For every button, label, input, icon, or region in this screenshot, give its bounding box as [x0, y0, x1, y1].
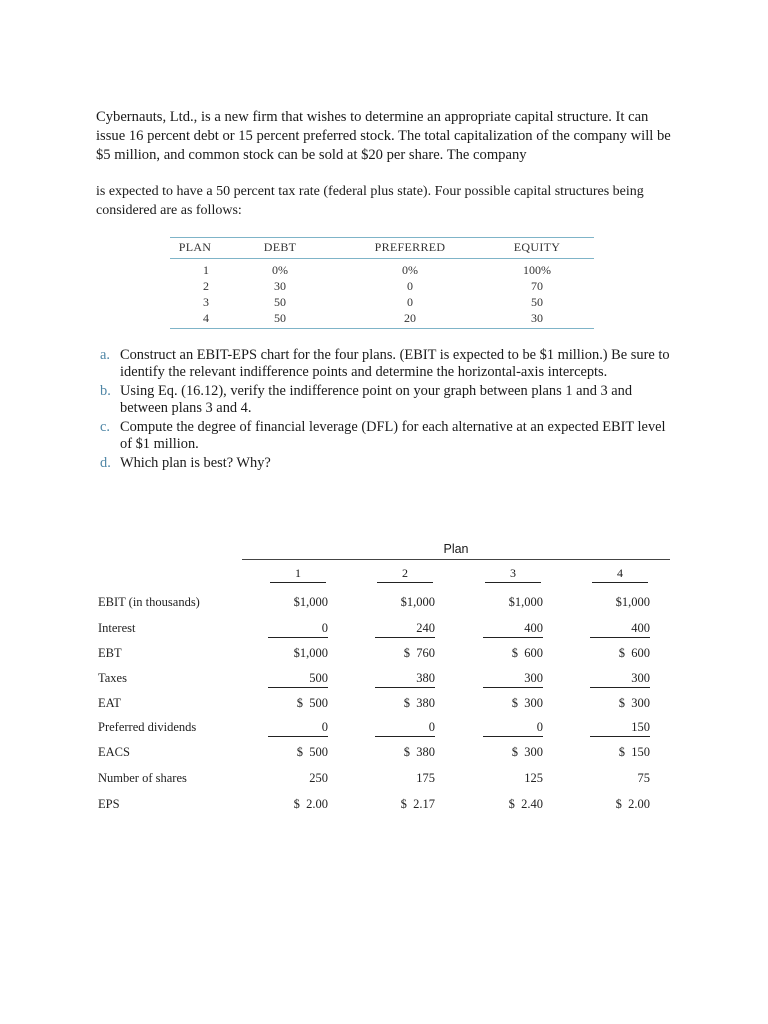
table-cell: 0 — [268, 720, 328, 737]
table-cell: $1,000 — [293, 595, 328, 609]
table-cell: 175 — [416, 771, 435, 785]
cell-plan: 3 — [203, 295, 209, 309]
table-cell: 75 — [637, 771, 650, 785]
cell-equity: 30 — [480, 310, 594, 329]
table-cell: $ 2.00 — [615, 797, 650, 811]
table-cell: 250 — [309, 771, 328, 785]
table-cell: $1,000 — [508, 595, 543, 609]
cell-equity: 70 — [531, 279, 543, 293]
cell-plan: 2 — [203, 279, 209, 293]
table-cell: 400 — [483, 621, 543, 638]
question-letter: d. — [100, 455, 111, 471]
question-letter: c. — [100, 419, 110, 435]
question-d — [100, 455, 675, 472]
question-text: Compute the degree of financial leverage (DFL) for each alternative at an expected EBIT level of $1 million. — [120, 419, 666, 452]
table-cell: $1,000 — [615, 595, 650, 609]
question-c — [100, 419, 675, 453]
row-label: EBT — [98, 646, 122, 660]
cell-debt: 0% — [272, 263, 288, 277]
col-header-debt: DEBT — [220, 238, 340, 259]
table-cell: $ 150 — [618, 745, 650, 759]
table-cell: $ 500 — [296, 745, 328, 759]
table-cell: $ 2.00 — [293, 797, 328, 811]
table-cell: $ 2.17 — [400, 797, 435, 811]
col-header-preferred: PREFERRED — [340, 238, 480, 259]
table-cell: 300 — [590, 671, 650, 688]
table-cell: 500 — [268, 671, 328, 688]
cell-debt: 50 — [220, 310, 340, 329]
table-cell: $ 600 — [511, 646, 543, 660]
table-cell: 400 — [590, 621, 650, 638]
cell-preferred: 20 — [340, 310, 480, 329]
table-cell: 380 — [375, 671, 435, 688]
problem-intro: Cybernauts, Ltd., is a new firm that wishes to determine an appropriate capital structure. It can issue 16 percent debt or 15 percent preferred stock. The total capitalization of the company will be $5 million, and common stock can be sold at $20 per share. The company — [96, 109, 671, 163]
plan-header: Plan — [242, 542, 670, 560]
row-label: EBIT (in thousands) — [98, 595, 200, 609]
cell-equity: 100% — [523, 263, 551, 277]
table-cell: $ 300 — [511, 745, 543, 759]
table-cell: $ 2.40 — [508, 797, 543, 811]
table-cell: 150 — [590, 720, 650, 737]
question-text: Using Eq. (16.12), verify the indifference point on your graph between plans 1 and 3 and between plans 3 and 4. — [120, 383, 633, 416]
row-label: EAT — [98, 696, 121, 710]
row-label: EPS — [98, 797, 120, 811]
row-label: EACS — [98, 745, 130, 759]
cell-preferred: 0 — [407, 295, 413, 309]
cell-equity: 50 — [531, 295, 543, 309]
cell-plan: 4 — [170, 310, 220, 329]
question-b — [100, 383, 675, 417]
cell-preferred: 0% — [402, 263, 418, 277]
row-label: Interest — [98, 621, 136, 635]
question-letter: a. — [100, 347, 110, 363]
table-cell: 240 — [375, 621, 435, 638]
table-cell: $ 380 — [403, 745, 435, 759]
plan-number-1: 1 — [270, 566, 326, 583]
question-a — [100, 347, 675, 381]
table-cell: 300 — [483, 671, 543, 688]
plan-number-2: 2 — [377, 566, 433, 583]
table-cell: $1,000 — [400, 595, 435, 609]
table-cell: $ 760 — [403, 646, 435, 660]
table-row — [170, 310, 594, 329]
plan-number-3: 3 — [485, 566, 541, 583]
cell-plan: 1 — [203, 263, 209, 277]
row-label: Preferred dividends — [98, 720, 197, 734]
col-header-equity: EQUITY — [480, 238, 594, 259]
plan-number-4: 4 — [592, 566, 648, 583]
table-row — [170, 294, 594, 310]
cell-debt: 30 — [274, 279, 286, 293]
capital-table-header — [170, 238, 594, 259]
table-cell: 0 — [375, 720, 435, 737]
table-cell: $ 500 — [296, 696, 328, 710]
cell-preferred: 0 — [407, 279, 413, 293]
row-label: Taxes — [98, 671, 127, 685]
row-label: Number of shares — [98, 771, 187, 785]
question-text: Construct an EBIT-EPS chart for the four plans. (EBIT is expected to be $1 million.) Be sure to identify the relevant indifference points and determine the horizontal-axis intercepts. — [120, 347, 670, 380]
capital-structure-table — [170, 237, 594, 329]
question-letter: b. — [100, 383, 111, 399]
table-cell: 0 — [268, 621, 328, 638]
table-cell: 125 — [524, 771, 543, 785]
table-cell: $ 380 — [403, 696, 435, 710]
table-cell: $ 300 — [511, 696, 543, 710]
problem-intro-continued: is expected to have a 50 percent tax rate (federal plus state). Four possible capital structures being considered are as follows: — [96, 184, 644, 218]
table-row — [170, 259, 594, 279]
col-header-plan: PLAN — [170, 238, 220, 259]
table-cell: $ 600 — [618, 646, 650, 660]
table-cell: 0 — [483, 720, 543, 737]
question-text: Which plan is best? Why? — [120, 455, 271, 471]
cell-debt: 50 — [274, 295, 286, 309]
table-row — [170, 278, 594, 294]
table-cell: $1,000 — [293, 646, 328, 660]
question-list — [100, 347, 675, 474]
table-cell: $ 300 — [618, 696, 650, 710]
